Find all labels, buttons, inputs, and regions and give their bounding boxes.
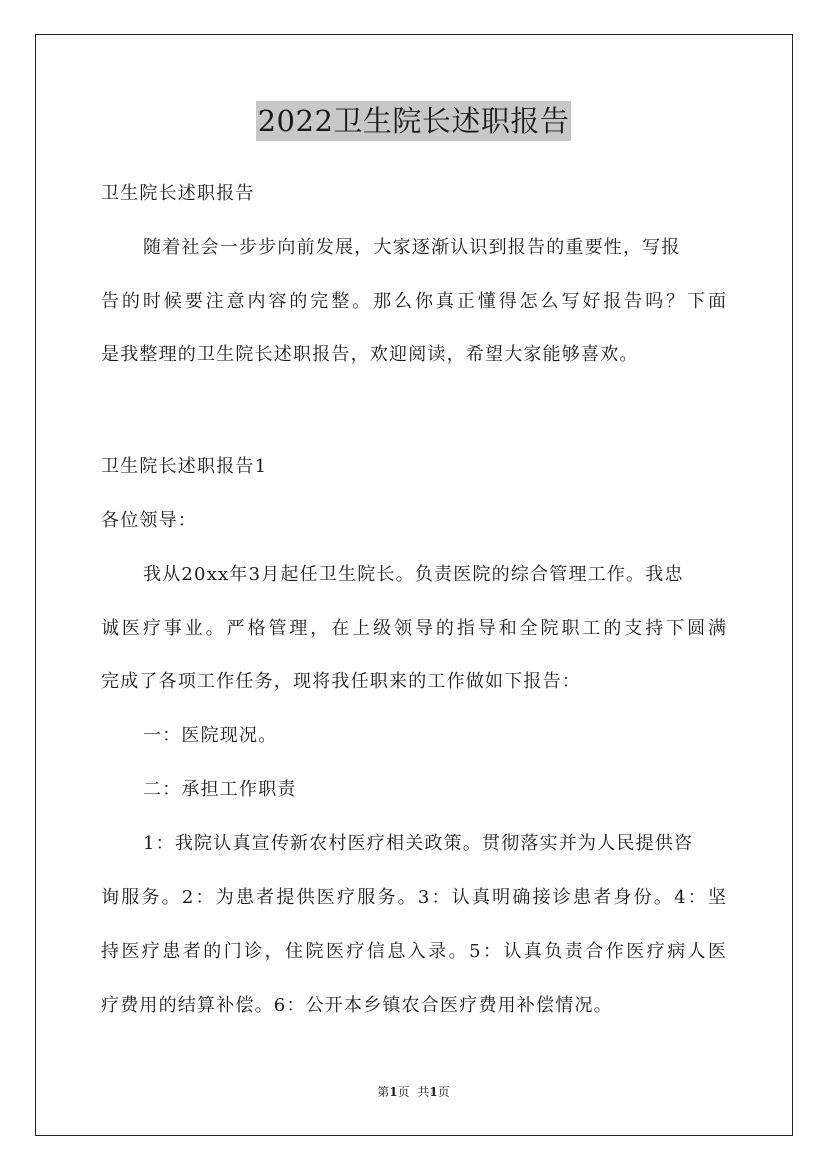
paragraph2-line-3: 持医疗患者的门诊，住院医疗信息入录。5：认真负责合作医疗病人医 [101,941,727,962]
intro-line-3: 是我整理的卫生院长述职报告，欢迎阅读，希望大家能够喜欢。 [101,344,639,365]
section-heading: 卫生院长述职报告1 [101,456,268,477]
footer-page-suffix: 页 [397,1085,410,1099]
footer-total-suffix: 页 [437,1085,450,1099]
page-footer [0,1084,827,1100]
salutation: 各位领导： [101,510,197,531]
paragraph2-line-4: 疗费用的结算补偿。6：公开本乡镇农合医疗费用补偿情况。 [101,995,613,1016]
footer-total-number: 1 [429,1085,438,1099]
document-title: 2022卫生院长述职报告 [256,101,572,141]
paragraph1-line-2: 诚医疗事业。严格管理，在上级领导的指导和全院职工的支持下圆满 [101,618,727,639]
list-item-2: 二：承担工作职责 [143,779,297,800]
paragraph2-line-1: 1：我院认真宣传新农村医疗相关政策。贯彻落实并为人民提供咨 [143,833,694,854]
intro-line-2: 告的时候要注意内容的完整。那么你真正懂得怎么写好报告吗？下面 [101,291,727,312]
list-item-1: 一：医院现况。 [143,725,278,746]
footer-page-prefix: 第 [377,1085,390,1099]
paragraph1-line-1: 我从20xx年3月起任卫生院长。负责医院的综合管理工作。我忠 [143,564,684,585]
footer-total-prefix: 共 [417,1085,430,1099]
paragraph2-line-2: 询服务。2：为患者提供医疗服务。3：认真明确接诊患者身份。4：坚 [101,887,727,908]
title-container [0,101,827,141]
intro-line-1: 随着社会一步步向前发展，大家逐渐认识到报告的重要性，写报 [143,237,681,258]
document-subtitle: 卫生院长述职报告 [101,183,255,204]
footer-page-number: 1 [389,1085,398,1099]
paragraph1-line-3: 完成了各项工作任务，现将我任职来的工作做如下报告： [101,671,581,692]
